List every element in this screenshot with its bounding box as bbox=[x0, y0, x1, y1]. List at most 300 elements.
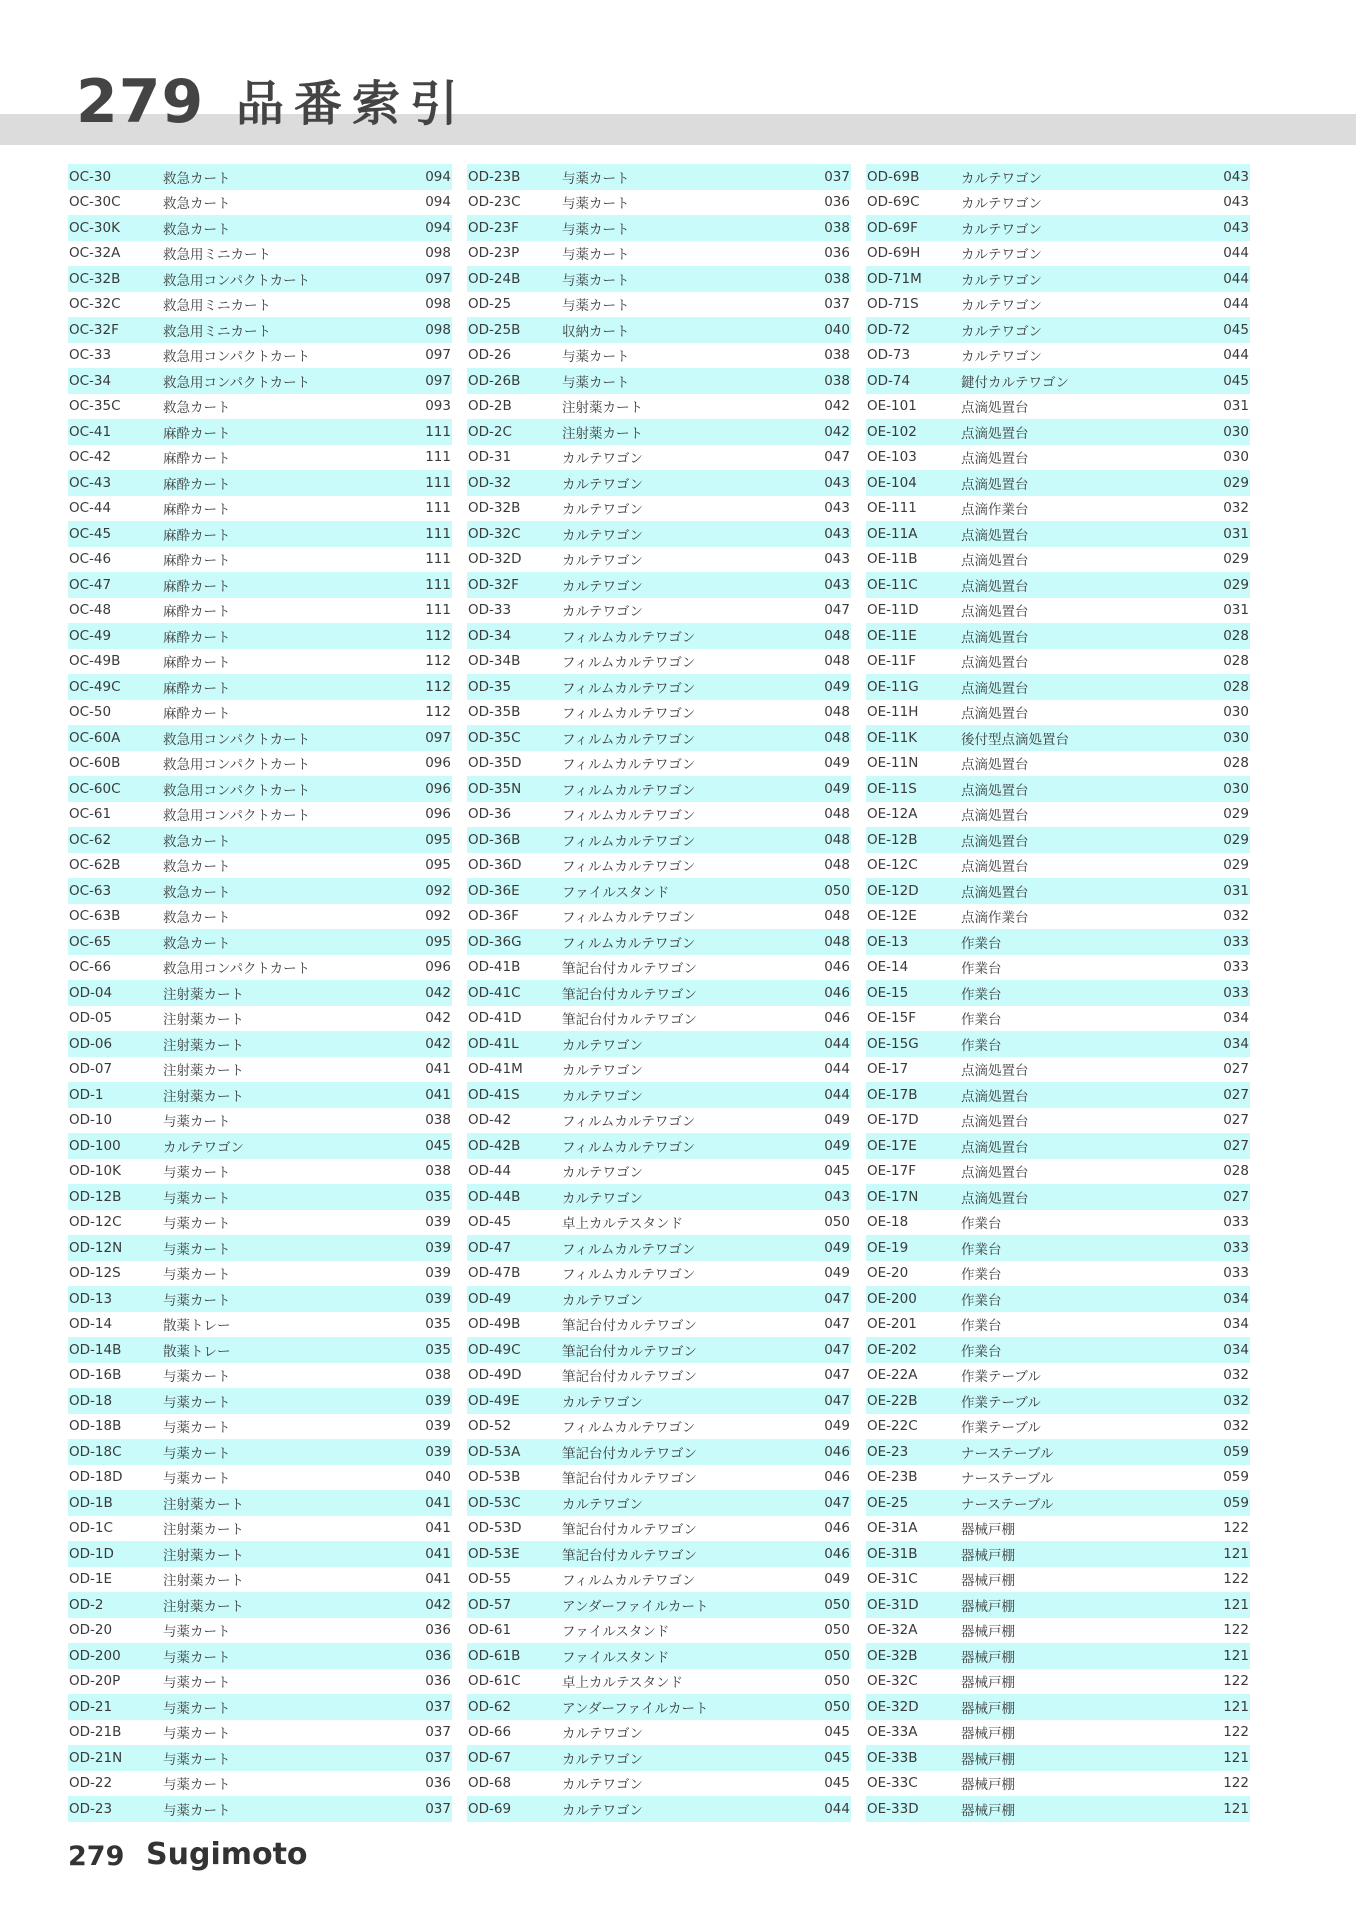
catalog-page: 033 bbox=[1223, 1265, 1249, 1282]
catalog-page: 038 bbox=[824, 219, 850, 236]
product-name: フィルムカルテワゴン bbox=[562, 910, 696, 927]
index-row bbox=[68, 725, 452, 751]
index-row bbox=[467, 878, 851, 904]
product-code: OD-69 bbox=[468, 1800, 512, 1817]
product-code: OD-20P bbox=[69, 1673, 121, 1690]
product-name: 点滴処置台 bbox=[961, 757, 1029, 774]
catalog-page: 036 bbox=[824, 245, 850, 262]
page-title: 品番索引 bbox=[236, 76, 469, 132]
index-column-2 bbox=[467, 164, 851, 1822]
product-name: 収納カート bbox=[562, 323, 630, 340]
catalog-page: 096 bbox=[425, 780, 451, 797]
product-name: 注射薬カート bbox=[163, 1088, 244, 1105]
catalog-page: 027 bbox=[1223, 1112, 1249, 1129]
product-name: 点滴処置台 bbox=[961, 1190, 1029, 1207]
index-row bbox=[68, 802, 452, 828]
index-row bbox=[866, 547, 1250, 573]
product-code: OD-49 bbox=[468, 1290, 512, 1307]
index-row bbox=[68, 649, 452, 675]
index-row bbox=[68, 1108, 452, 1134]
index-row bbox=[467, 1388, 851, 1414]
catalog-page: 048 bbox=[824, 806, 850, 823]
product-name: カルテワゴン bbox=[562, 1496, 643, 1513]
catalog-page: 049 bbox=[824, 1571, 850, 1588]
catalog-page: 045 bbox=[425, 1137, 451, 1154]
index-row bbox=[866, 266, 1250, 292]
product-code: OE-11D bbox=[867, 602, 919, 619]
product-code: OE-102 bbox=[867, 423, 917, 440]
catalog-page: 095 bbox=[425, 831, 451, 848]
product-name: アンダーファイルカート bbox=[562, 1598, 709, 1615]
index-row bbox=[68, 955, 452, 981]
index-row bbox=[68, 1720, 452, 1746]
index-row bbox=[68, 1337, 452, 1363]
index-row bbox=[866, 1261, 1250, 1287]
catalog-page: 044 bbox=[824, 1800, 850, 1817]
index-row bbox=[68, 598, 452, 624]
catalog-page: 048 bbox=[824, 933, 850, 950]
product-name: 器械戸棚 bbox=[961, 1522, 1015, 1539]
product-code: OE-32A bbox=[867, 1622, 918, 1639]
product-name: 与薬カート bbox=[163, 1420, 231, 1437]
catalog-page: 122 bbox=[1223, 1571, 1249, 1588]
product-code: OE-33A bbox=[867, 1724, 918, 1741]
index-row bbox=[68, 1669, 452, 1695]
product-code: OD-69F bbox=[867, 219, 918, 236]
catalog-page: 047 bbox=[824, 1494, 850, 1511]
catalog-page: 039 bbox=[425, 1214, 451, 1231]
catalog-page: 038 bbox=[425, 1367, 451, 1384]
product-name: 器械戸棚 bbox=[961, 1700, 1015, 1717]
product-name: 筆記台付カルテワゴン bbox=[562, 1522, 697, 1539]
index-row bbox=[467, 1771, 851, 1797]
index-row bbox=[467, 547, 851, 573]
index-row bbox=[866, 317, 1250, 343]
product-code: OC-32B bbox=[69, 270, 121, 287]
product-name: 与薬カート bbox=[163, 1471, 231, 1488]
catalog-page: 121 bbox=[1223, 1596, 1249, 1613]
product-name: フィルムカルテワゴン bbox=[562, 731, 696, 748]
catalog-page: 121 bbox=[1223, 1749, 1249, 1766]
catalog-page: 044 bbox=[1223, 347, 1249, 364]
index-row bbox=[467, 751, 851, 777]
catalog-page: 036 bbox=[425, 1775, 451, 1792]
catalog-page: 048 bbox=[824, 857, 850, 874]
product-name: カルテワゴン bbox=[562, 476, 643, 493]
product-name: カルテワゴン bbox=[562, 1037, 643, 1054]
catalog-page: 042 bbox=[425, 1035, 451, 1052]
product-name: 救急用ミニカート bbox=[163, 298, 271, 315]
index-row bbox=[467, 1184, 851, 1210]
product-code: OC-66 bbox=[69, 959, 112, 976]
index-row bbox=[467, 904, 851, 930]
catalog-page: 095 bbox=[425, 857, 451, 874]
index-row bbox=[68, 164, 452, 190]
index-row bbox=[467, 853, 851, 879]
index-row bbox=[866, 751, 1250, 777]
product-name: 器械戸棚 bbox=[961, 1649, 1015, 1666]
index-row bbox=[68, 1490, 452, 1516]
product-code: OD-12B bbox=[69, 1188, 122, 1205]
index-row bbox=[68, 241, 452, 267]
index-row bbox=[467, 368, 851, 394]
catalog-page: 041 bbox=[425, 1520, 451, 1537]
product-code: OE-200 bbox=[867, 1290, 917, 1307]
catalog-page: 042 bbox=[824, 423, 850, 440]
catalog-page: 037 bbox=[824, 296, 850, 313]
product-code: OC-32A bbox=[69, 245, 121, 262]
product-code: OC-60B bbox=[69, 755, 121, 772]
product-name: 注射薬カート bbox=[163, 1573, 244, 1590]
product-name: 麻酔カート bbox=[163, 578, 231, 595]
index-row bbox=[68, 1057, 452, 1083]
index-row bbox=[866, 394, 1250, 420]
catalog-page: 043 bbox=[824, 474, 850, 491]
brand-logo: Sugimoto bbox=[146, 1837, 308, 1872]
index-row bbox=[68, 1465, 452, 1491]
index-row bbox=[68, 1159, 452, 1185]
product-name: 注射薬カート bbox=[562, 400, 643, 417]
product-code: OE-104 bbox=[867, 474, 917, 491]
catalog-page: 048 bbox=[824, 729, 850, 746]
product-name: ナーステーブル bbox=[961, 1496, 1054, 1513]
product-code: OD-53B bbox=[468, 1469, 521, 1486]
catalog-page: 048 bbox=[824, 831, 850, 848]
product-code: OD-04 bbox=[69, 984, 113, 1001]
index-row bbox=[866, 1669, 1250, 1695]
product-code: OD-42 bbox=[468, 1112, 512, 1129]
product-name: 点滴処置台 bbox=[961, 808, 1029, 825]
index-row bbox=[467, 266, 851, 292]
product-name: 救急用コンパクトカート bbox=[163, 731, 311, 748]
catalog-page: 043 bbox=[1223, 219, 1249, 236]
index-row bbox=[467, 1108, 851, 1134]
index-column-3 bbox=[866, 164, 1250, 1822]
product-code: OD-72 bbox=[867, 321, 911, 338]
product-name: 筆記台付カルテワゴン bbox=[562, 1369, 697, 1386]
product-code: OD-73 bbox=[867, 347, 911, 364]
catalog-page: 042 bbox=[425, 1596, 451, 1613]
product-name: 作業テーブル bbox=[961, 1420, 1041, 1437]
index-row bbox=[467, 1210, 851, 1236]
product-code: OE-11G bbox=[867, 678, 919, 695]
catalog-page: 111 bbox=[425, 449, 451, 466]
product-name: カルテワゴン bbox=[961, 272, 1042, 289]
index-row bbox=[68, 1031, 452, 1057]
product-name: カルテワゴン bbox=[562, 1063, 643, 1080]
product-name: 麻酔カート bbox=[163, 604, 231, 621]
product-name: 麻酔カート bbox=[163, 553, 231, 570]
catalog-page: 044 bbox=[1223, 270, 1249, 287]
catalog-page: 032 bbox=[1223, 908, 1249, 925]
product-code: OD-49B bbox=[468, 1316, 521, 1333]
index-row bbox=[467, 1567, 851, 1593]
product-code: OD-21N bbox=[69, 1749, 123, 1766]
product-name: フィルムカルテワゴン bbox=[562, 1114, 696, 1131]
index-row bbox=[866, 725, 1250, 751]
catalog-page: 092 bbox=[425, 908, 451, 925]
product-code: OD-49D bbox=[468, 1367, 522, 1384]
index-row bbox=[467, 394, 851, 420]
index-row bbox=[68, 1184, 452, 1210]
catalog-page: 028 bbox=[1223, 653, 1249, 670]
catalog-page: 112 bbox=[425, 653, 451, 670]
index-row bbox=[866, 1031, 1250, 1057]
catalog-page: 032 bbox=[1223, 500, 1249, 517]
product-code: OE-33B bbox=[867, 1749, 918, 1766]
index-row bbox=[866, 1414, 1250, 1440]
product-name: 作業台 bbox=[961, 1343, 1002, 1360]
product-name: フィルムカルテワゴン bbox=[562, 680, 696, 697]
product-code: OE-33C bbox=[867, 1775, 918, 1792]
index-row bbox=[866, 572, 1250, 598]
catalog-page: 047 bbox=[824, 1290, 850, 1307]
product-name: 器械戸棚 bbox=[961, 1802, 1015, 1819]
index-row bbox=[866, 445, 1250, 471]
product-code: OE-32D bbox=[867, 1698, 919, 1715]
index-row bbox=[866, 1159, 1250, 1185]
index-row bbox=[467, 929, 851, 955]
product-code: OD-69C bbox=[867, 194, 920, 211]
product-code: OD-2C bbox=[468, 423, 512, 440]
product-code: OD-32 bbox=[468, 474, 512, 491]
index-row bbox=[68, 751, 452, 777]
product-code: OD-41S bbox=[468, 1086, 520, 1103]
catalog-page: 033 bbox=[1223, 1214, 1249, 1231]
product-code: OD-18B bbox=[69, 1418, 122, 1435]
index-row bbox=[467, 419, 851, 445]
catalog-page: 050 bbox=[824, 1214, 850, 1231]
index-row bbox=[467, 1796, 851, 1822]
product-code: OD-06 bbox=[69, 1035, 113, 1052]
product-name: フィルムカルテワゴン bbox=[562, 706, 696, 723]
catalog-page: 111 bbox=[425, 525, 451, 542]
product-code: OE-11A bbox=[867, 525, 918, 542]
catalog-page: 029 bbox=[1223, 806, 1249, 823]
product-name: 作業台 bbox=[961, 986, 1002, 1003]
index-row bbox=[68, 776, 452, 802]
index-row bbox=[866, 1337, 1250, 1363]
catalog-page: 098 bbox=[425, 245, 451, 262]
product-name: 与薬カート bbox=[163, 1369, 231, 1386]
product-code: OD-66 bbox=[468, 1724, 512, 1741]
footer-page-number: 279 bbox=[68, 1841, 125, 1872]
product-name: 点滴処置台 bbox=[961, 655, 1029, 672]
catalog-page: 042 bbox=[425, 984, 451, 1001]
index-row bbox=[467, 343, 851, 369]
index-row bbox=[866, 1108, 1250, 1134]
index-row bbox=[866, 1592, 1250, 1618]
product-name: 器械戸棚 bbox=[961, 1624, 1015, 1641]
index-row bbox=[866, 776, 1250, 802]
page-number-top: 279 bbox=[76, 67, 205, 137]
index-row bbox=[68, 1261, 452, 1287]
product-code: OE-20 bbox=[867, 1265, 909, 1282]
catalog-page: 040 bbox=[425, 1469, 451, 1486]
catalog-page: 033 bbox=[1223, 933, 1249, 950]
product-code: OD-23 bbox=[69, 1800, 113, 1817]
catalog-page: 041 bbox=[425, 1494, 451, 1511]
product-code: OD-31 bbox=[468, 449, 512, 466]
index-row bbox=[866, 929, 1250, 955]
product-code: OD-32D bbox=[468, 551, 522, 568]
product-code: OE-11E bbox=[867, 627, 917, 644]
product-name: カルテワゴン bbox=[562, 502, 643, 519]
product-name: 与薬カート bbox=[163, 1649, 231, 1666]
catalog-page: 044 bbox=[1223, 296, 1249, 313]
product-name: 救急カート bbox=[163, 400, 231, 417]
product-code: OC-30 bbox=[69, 168, 112, 185]
index-row bbox=[467, 1057, 851, 1083]
product-name: 筆記台付カルテワゴン bbox=[562, 986, 697, 1003]
product-name: 作業テーブル bbox=[961, 1394, 1041, 1411]
index-row bbox=[467, 292, 851, 318]
product-name: 与薬カート bbox=[163, 1165, 231, 1182]
product-code: OE-15G bbox=[867, 1035, 919, 1052]
product-code: OD-12N bbox=[69, 1239, 123, 1256]
catalog-page: 046 bbox=[824, 1443, 850, 1460]
product-name: 与薬カート bbox=[163, 1394, 231, 1411]
index-row bbox=[467, 1337, 851, 1363]
product-name: 救急用コンパクトカート bbox=[163, 961, 311, 978]
index-row bbox=[866, 904, 1250, 930]
product-code: OD-36G bbox=[468, 933, 522, 950]
index-row bbox=[866, 215, 1250, 241]
index-row bbox=[467, 1261, 851, 1287]
product-code: OD-68 bbox=[468, 1775, 512, 1792]
product-name: 注射薬カート bbox=[163, 1063, 244, 1080]
index-row bbox=[866, 292, 1250, 318]
product-code: OC-42 bbox=[69, 449, 112, 466]
product-code: OD-42B bbox=[468, 1137, 521, 1154]
product-code: OE-11H bbox=[867, 704, 919, 721]
product-name: 器械戸棚 bbox=[961, 1675, 1015, 1692]
product-code: OD-23F bbox=[468, 219, 519, 236]
catalog-page: 047 bbox=[824, 449, 850, 466]
catalog-page: 049 bbox=[824, 1239, 850, 1256]
product-name: 救急カート bbox=[163, 221, 231, 238]
product-code: OC-49C bbox=[69, 678, 121, 695]
index-row bbox=[467, 1541, 851, 1567]
index-row bbox=[866, 1567, 1250, 1593]
index-row bbox=[68, 292, 452, 318]
product-name: 点滴処置台 bbox=[961, 629, 1029, 646]
product-code: OD-33 bbox=[468, 602, 512, 619]
product-name: 器械戸棚 bbox=[961, 1777, 1015, 1794]
catalog-page: 045 bbox=[824, 1163, 850, 1180]
product-code: OE-11S bbox=[867, 780, 917, 797]
product-code: OC-45 bbox=[69, 525, 112, 542]
product-name: 注射薬カート bbox=[562, 425, 643, 442]
index-row bbox=[866, 1490, 1250, 1516]
product-name: 与薬カート bbox=[163, 1267, 231, 1284]
product-name: カルテワゴン bbox=[562, 578, 643, 595]
product-code: OC-30K bbox=[69, 219, 120, 236]
product-code: OD-34 bbox=[468, 627, 512, 644]
product-code: OD-07 bbox=[69, 1061, 113, 1078]
product-code: OD-53A bbox=[468, 1443, 521, 1460]
index-row bbox=[68, 1006, 452, 1032]
product-code: OD-26 bbox=[468, 347, 512, 364]
index-row bbox=[866, 1745, 1250, 1771]
catalog-page: 039 bbox=[425, 1265, 451, 1282]
index-row bbox=[866, 1796, 1250, 1822]
catalog-page: 059 bbox=[1223, 1494, 1249, 1511]
product-code: OC-60C bbox=[69, 780, 121, 797]
index-row bbox=[68, 521, 452, 547]
product-code: OD-41L bbox=[468, 1035, 519, 1052]
product-code: OD-21B bbox=[69, 1724, 122, 1741]
index-row bbox=[68, 343, 452, 369]
index-row bbox=[68, 827, 452, 853]
product-name: 救急カート bbox=[163, 170, 231, 187]
product-code: OD-10K bbox=[69, 1163, 121, 1180]
product-code: OD-35B bbox=[468, 704, 521, 721]
product-name: 与薬カート bbox=[562, 221, 630, 238]
catalog-page: 097 bbox=[425, 347, 451, 364]
product-code: OD-14B bbox=[69, 1341, 122, 1358]
index-row bbox=[467, 1363, 851, 1389]
product-name: 注射薬カート bbox=[163, 1496, 244, 1513]
product-name: 麻酔カート bbox=[163, 451, 231, 468]
product-name: アンダーファイルカート bbox=[562, 1700, 709, 1717]
index-row bbox=[467, 1286, 851, 1312]
index-row bbox=[866, 1771, 1250, 1797]
product-name: 器械戸棚 bbox=[961, 1726, 1015, 1743]
index-row bbox=[467, 164, 851, 190]
catalog-page: 035 bbox=[425, 1341, 451, 1358]
product-code: OE-11B bbox=[867, 551, 918, 568]
index-row bbox=[467, 776, 851, 802]
product-name: 点滴処置台 bbox=[961, 476, 1029, 493]
catalog-page: 112 bbox=[425, 678, 451, 695]
catalog-page: 041 bbox=[425, 1571, 451, 1588]
product-name: 与薬カート bbox=[163, 1241, 231, 1258]
product-name: カルテワゴン bbox=[562, 1726, 643, 1743]
catalog-page: 034 bbox=[1223, 1316, 1249, 1333]
product-name: 与薬カート bbox=[163, 1624, 231, 1641]
product-code: OE-15F bbox=[867, 1010, 916, 1027]
catalog-page: 027 bbox=[1223, 1137, 1249, 1154]
index-row bbox=[467, 1082, 851, 1108]
catalog-page: 039 bbox=[425, 1239, 451, 1256]
product-name: 卓上カルテスタンド bbox=[562, 1675, 683, 1692]
product-name: カルテワゴン bbox=[163, 1139, 244, 1156]
catalog-page: 043 bbox=[824, 500, 850, 517]
product-name: フィルムカルテワゴン bbox=[562, 1420, 696, 1437]
product-name: 麻酔カート bbox=[163, 629, 231, 646]
catalog-page: 038 bbox=[425, 1163, 451, 1180]
index-row bbox=[68, 190, 452, 216]
catalog-page: 027 bbox=[1223, 1086, 1249, 1103]
product-name: カルテワゴン bbox=[961, 221, 1042, 238]
product-name: 作業台 bbox=[961, 1037, 1002, 1054]
catalog-page: 038 bbox=[425, 1112, 451, 1129]
product-code: OD-1C bbox=[69, 1520, 113, 1537]
product-code: OD-47 bbox=[468, 1239, 512, 1256]
product-name: フィルムカルテワゴン bbox=[562, 1139, 696, 1156]
product-code: OD-61 bbox=[468, 1622, 512, 1639]
index-row bbox=[467, 674, 851, 700]
catalog-page: 098 bbox=[425, 321, 451, 338]
catalog-page: 111 bbox=[425, 474, 451, 491]
product-name: 注射薬カート bbox=[163, 1598, 244, 1615]
index-row bbox=[866, 1465, 1250, 1491]
product-code: OC-60A bbox=[69, 729, 121, 746]
product-code: OE-23B bbox=[867, 1469, 918, 1486]
index-row bbox=[68, 368, 452, 394]
product-name: 点滴処置台 bbox=[961, 425, 1029, 442]
